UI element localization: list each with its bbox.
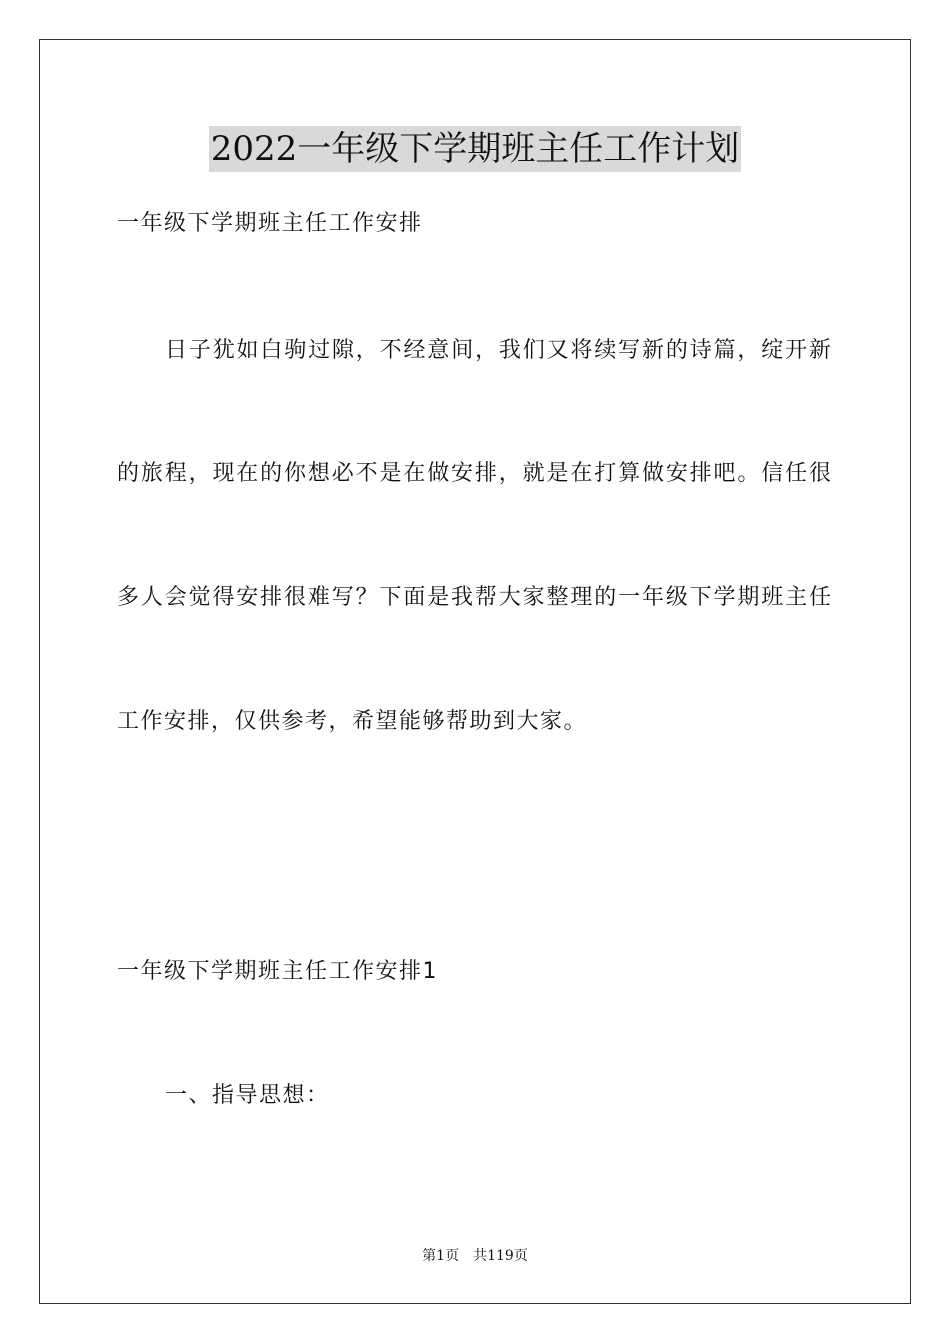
document-title <box>0 126 950 172</box>
page-number-total: 共119页 <box>473 1248 528 1264</box>
page-number-current: 第1页 <box>422 1248 460 1264</box>
intro-line-3: 多人会觉得安排很难写？下面是我帮大家整理的一年级下学期班主任 <box>117 585 831 610</box>
intro-line-2: 的旅程，现在的你想必不是在做安排，就是在打算做安排吧。信任很 <box>117 461 831 486</box>
intro-line-1: 日子犹如白驹过隙，不经意间，我们又将续写新的诗篇，绽开新 <box>165 338 831 363</box>
section-item: 一、指导思想： <box>165 1083 330 1108</box>
section-heading: 一年级下学期班主任工作安排1 <box>117 959 438 984</box>
page-footer <box>0 1247 950 1265</box>
intro-line-4: 工作安排，仅供参考，希望能够帮助到大家。 <box>117 709 588 734</box>
document-subtitle: 一年级下学期班主任工作安排 <box>117 211 423 236</box>
document-title-text: 2022一年级下学期班主任工作计划 <box>209 126 742 172</box>
